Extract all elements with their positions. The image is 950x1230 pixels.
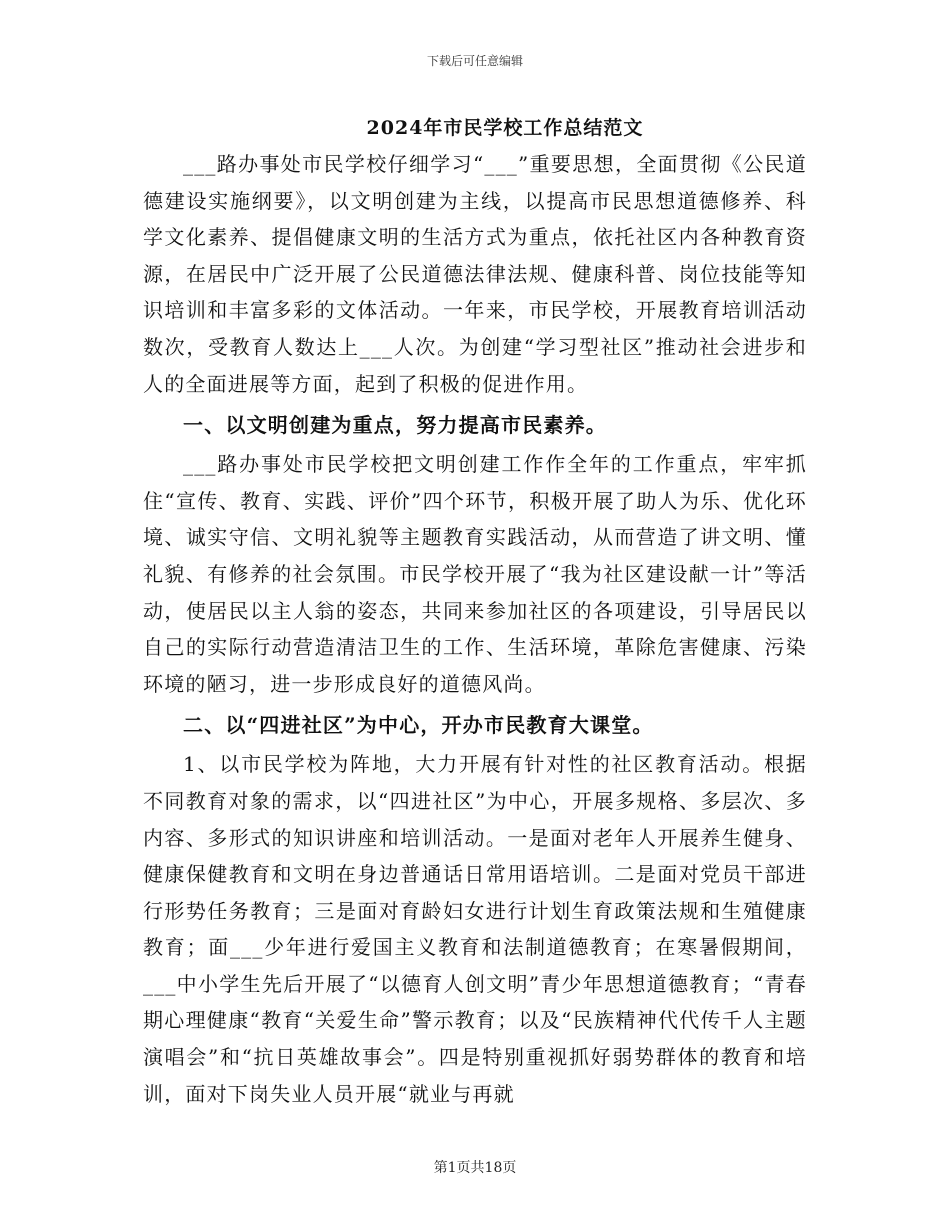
section-1-heading: 一、以文明创建为重点，努力提高市民素养。 <box>183 413 607 438</box>
document-title: 2024年市民学校工作总结范文 <box>366 117 644 139</box>
page-header-note: 下载后可任意编辑 <box>426 54 523 68</box>
section-2-paragraph: 1、以市民学校为阵地，大力开展有针对性的社区教育活动。根据不同教育对象的需求，以“四进社区”为中心，开展多规格、多层次、多内容、多形式的知识讲座和培训活动。一是面对老年人开展养生健身、健康保健教育和文明在身边普通话日常用语培训。二是面对党员干部进行形势任务教育；三是面对育龄妇女进行计划生育政策法规和生殖健康教育；面___少年进行爱国主义教育和法制道德教育；在寒暑假期间，___中小学生先后开展了“以德育人创文明”青少年思想道德教育；“青春期心理健康“教育“关爱生命”警示教育；以及“民族精神代代传千人主题演唱会”和“抗日英雄故事会”。四是特别重视抓好弱势群体的教育和培训，面对下岗失业人员开展“就业与再就 <box>143 752 807 1106</box>
section-2-heading: 二、以“四进社区”为中心，开办市民教育大课堂。 <box>183 713 654 738</box>
document-body <box>143 110 807 1112</box>
intro-paragraph: ___路办事处市民学校仔细学习“___”重要思想，全面贯彻《公民道德建设实施纲要》，以文明创建为主线，以提高市民思想道德修养、科学文化素养、提倡健康文明的生活方式为重点，依托社区内各种教育资源，在居民中广泛开展了公民道德法律法规、健康科普、岗位技能等知识培训和丰富多彩的文体活动。一年来，市民学校，开展教育培训活动数次，受教育人数达上___人次。为创建“学习型社区”推动社会进步和人的全面进展等方面，起到了积极的促进作用。 <box>143 152 807 396</box>
page-number-footer: 第1页共18页 <box>433 1160 517 1176</box>
section-1-paragraph: ___路办事处市民学校把文明创建工作作全年的工作重点，牢牢抓住“宣传、教育、实践、评价”四个环节，积极开展了助人为乐、优化环境、诚实守信、文明礼貌等主题教育实践活动，从而营造了讲文明、懂礼貌、有修养的社会氛围。市民学校开展了“我为社区建设献一计”等活动，使居民以主人翁的姿态，共同来参加社区的各项建设，引导居民以自己的实际行动营造清洁卫生的工作、生活环境，革除危害健康、污染环境的陋习，进一步形成良好的道德风尚。 <box>143 452 807 696</box>
